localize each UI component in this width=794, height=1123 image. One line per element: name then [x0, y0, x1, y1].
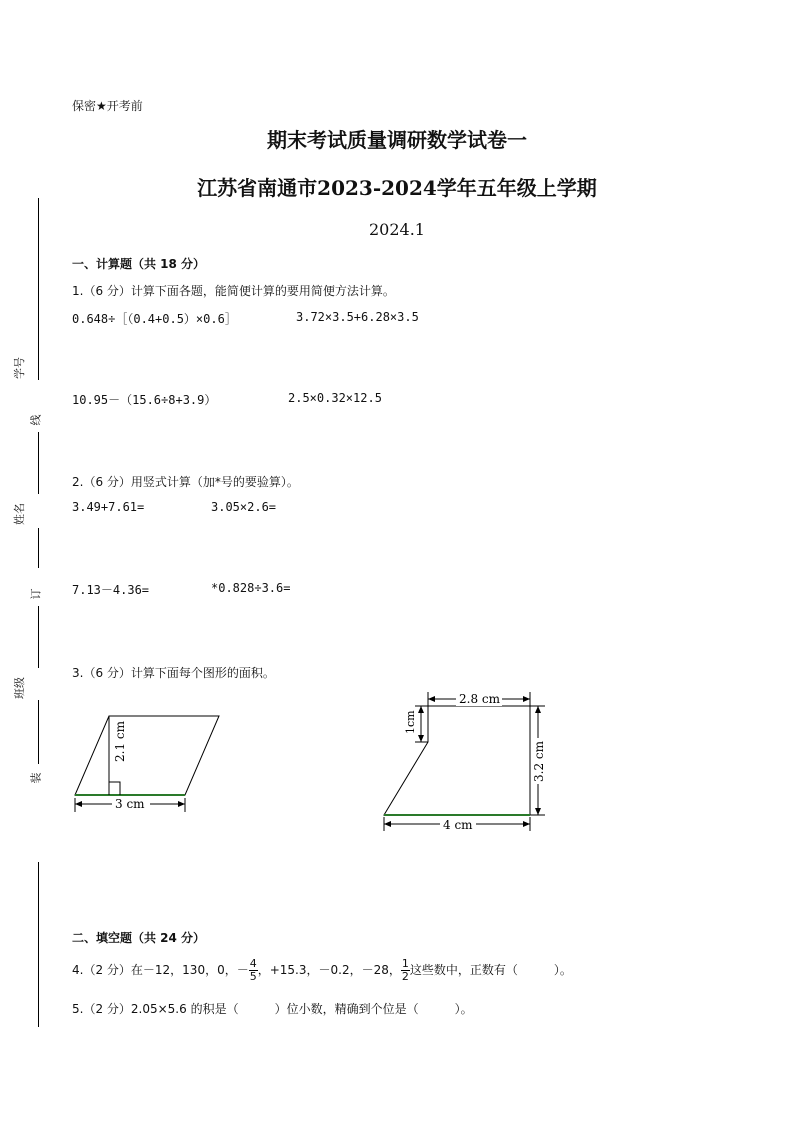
name-label: 姓名: [13, 503, 26, 525]
fraction-one-half: [401, 958, 410, 983]
frac1-denominator: 5: [249, 970, 257, 983]
section2-heading: 二、填空题（共 24 分）: [72, 931, 206, 945]
top-arrow-left: [428, 696, 435, 702]
secret-label: 保密★开考前: [72, 99, 143, 113]
q4-line: [72, 956, 572, 984]
exam-date: 2024.1: [369, 220, 425, 239]
margin-line-bottom: [38, 862, 39, 1027]
base-arrow-left: [75, 801, 82, 807]
fold-char: 装: [29, 772, 43, 784]
q4-suffix: 这些数中，正数有（ ）。: [409, 963, 572, 977]
fig1-height-label: 2.1 cm: [113, 721, 127, 762]
exam-subtitle: 江苏省南通市2023-2024学年五年级上学期: [197, 176, 597, 200]
fig2-left-label: 1cm: [404, 710, 417, 734]
q2-expr-a: 3.49+7.61=: [72, 500, 145, 514]
q4-prefix: 4.（2 分）在－12，130，0，－: [72, 963, 249, 977]
frac2-denominator: 2: [401, 970, 409, 983]
fig2-bottom-label: 4 cm: [443, 818, 473, 832]
line-char: 线: [29, 414, 43, 426]
right-arrow-top: [535, 706, 541, 713]
q5-text: 5.（2 分）2.05×5.6 的积是（ ）位小数，精确到个位是（ ）。: [72, 1002, 473, 1016]
margin-line-mid-4: [38, 700, 39, 764]
fig2-top-label: 2.8 cm: [459, 692, 500, 706]
q1-expr-d: 2.5×0.32×12.5: [288, 391, 382, 405]
top-arrow-right: [523, 696, 530, 702]
q1-expr-c: 10.95－（15.6÷8+3.9）: [72, 393, 217, 407]
class-label: 班级: [13, 677, 26, 699]
margin-line-mid-3: [38, 606, 39, 668]
margin-line-mid-1: [38, 432, 39, 494]
right-angle-mark: [109, 782, 120, 795]
q1-expr-a: 0.648÷［（0.4+0.5）×0.6］: [72, 312, 237, 326]
q2-expr-b: 3.05×2.6=: [211, 500, 277, 514]
q2-text: 2.（6 分）用竖式计算（加*号的要验算）。: [72, 475, 299, 489]
parallelogram-figure: [60, 700, 240, 820]
q4-middle: ，+15.3，－0.2，－28，: [257, 963, 401, 977]
fig1-base-label: 3 cm: [115, 797, 145, 811]
fraction-four-fifths: [249, 958, 258, 983]
frac2-numerator: 1: [401, 957, 409, 970]
bind-char: 订: [29, 588, 43, 600]
bottom-arrow-right: [523, 821, 530, 827]
q1-text: 1.（6 分）计算下面各题，能简便计算的要用简便方法计算。: [72, 284, 395, 298]
left-arrow-top: [418, 706, 424, 713]
bottom-arrow-left: [384, 821, 391, 827]
exam-title: 期末考试质量调研数学试卷一: [267, 128, 527, 152]
base-arrow-right: [178, 801, 185, 807]
section1-heading: 一、计算题（共 18 分）: [72, 257, 206, 271]
q3-text: 3.（6 分）计算下面每个图形的面积。: [72, 666, 275, 680]
margin-line-mid-2: [38, 528, 39, 568]
q1-expr-b: 3.72×3.5+6.28×3.5: [296, 310, 419, 324]
frac1-numerator: 4: [249, 957, 257, 970]
right-arrow-bottom: [535, 808, 541, 815]
q2-expr-d: *0.828÷3.6=: [211, 581, 291, 595]
parallelogram-shape: [75, 716, 219, 795]
left-arrow-bottom: [418, 735, 424, 742]
fig2-right-label: 3.2 cm: [532, 741, 546, 782]
student-id-label: 学号: [13, 357, 26, 379]
q2-expr-c: 7.13－4.36=: [72, 583, 150, 597]
composite-figure: [370, 688, 560, 838]
